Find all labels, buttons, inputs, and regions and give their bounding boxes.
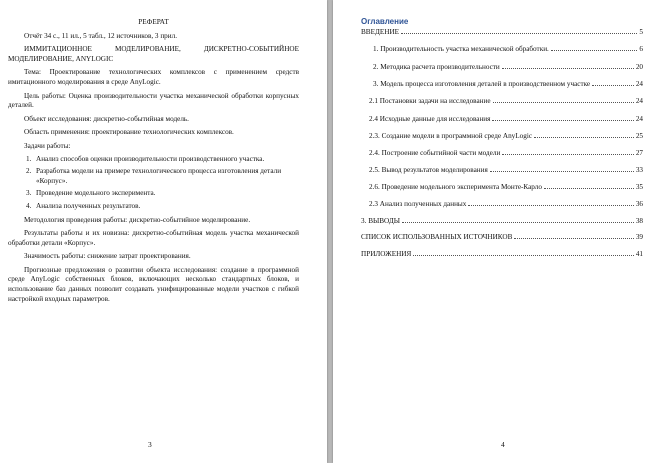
toc-entry-page: 20 bbox=[635, 62, 643, 71]
toc-entry-page: 27 bbox=[635, 148, 643, 157]
task-text: Проведение модельного эксперимента. bbox=[36, 189, 156, 198]
abstract-title: РЕФЕРАТ bbox=[138, 18, 169, 26]
toc-leader-dots bbox=[502, 154, 634, 155]
toc-entry-title: 2.1 Постановки задачи на исследование bbox=[369, 97, 491, 106]
toc-leader-dots bbox=[402, 222, 634, 223]
toc-leader-dots bbox=[493, 102, 634, 103]
toc-entry[interactable] bbox=[361, 97, 643, 107]
toc-entry[interactable] bbox=[361, 45, 643, 55]
results: Результаты работы и их новизна: дискретно-событийная модель участка механической обработки детали «Корпус». bbox=[8, 229, 299, 247]
page-3 bbox=[0, 0, 327, 463]
page-number: 4 bbox=[501, 440, 505, 449]
page-4 bbox=[333, 0, 666, 463]
toc-entry[interactable] bbox=[361, 63, 643, 73]
toc-entry-title: СПИСОК ИСПОЛЬЗОВАННЫХ ИСТОЧНИКОВ bbox=[361, 233, 513, 242]
toc-entry-page: 38 bbox=[635, 216, 643, 225]
task-text: Анализ способов оценки производительности производственного участка. bbox=[36, 154, 265, 163]
toc-entry[interactable] bbox=[361, 233, 643, 243]
toc-entry-page: 33 bbox=[635, 165, 643, 174]
toc-leader-dots bbox=[534, 137, 634, 138]
toc-entry[interactable] bbox=[361, 80, 643, 90]
theme: Тема: Проектирование технологических комплексов с применением средств имитационного моделирования в среде AnyLogic. bbox=[8, 68, 299, 86]
methodology: Методология проведения работы: дискретно-событийное моделирование. bbox=[24, 215, 251, 224]
toc-entry-title: ПРИЛОЖЕНИЯ bbox=[361, 249, 412, 258]
toc-leader-dots bbox=[544, 188, 634, 189]
toc-leader-dots bbox=[514, 238, 633, 239]
toc-entry-page: 24 bbox=[635, 114, 643, 123]
toc-entry-title: 3. ВЫВОДЫ bbox=[361, 216, 401, 225]
toc-entry-page: 24 bbox=[635, 97, 643, 106]
toc-entry[interactable] bbox=[361, 250, 643, 260]
toc-entry[interactable] bbox=[361, 28, 643, 38]
page-number: 3 bbox=[148, 440, 152, 449]
toc-entry-page: 5 bbox=[639, 27, 643, 36]
toc-entry-title: 2.3. Создание модели в программной среде AnyLogic bbox=[369, 131, 533, 140]
task-item bbox=[8, 202, 299, 212]
toc-entry-page: 39 bbox=[635, 233, 643, 242]
task-item bbox=[8, 155, 299, 165]
toc-entry[interactable] bbox=[361, 217, 643, 227]
toc-entry-page: 41 bbox=[635, 249, 643, 258]
toc-entry-title: 2.4 Исходные данные для исследования bbox=[369, 114, 491, 123]
toc-entry-title: 1. Производительность участка механической обработки. bbox=[373, 45, 549, 54]
toc-entry[interactable] bbox=[361, 200, 643, 210]
toc-entry-page: 35 bbox=[635, 182, 643, 191]
table-of-contents bbox=[361, 17, 643, 259]
toc-entry-page: 24 bbox=[635, 80, 643, 89]
forecast: Прогнозные предложения о развитии объекта исследования: создание в программной среде AnyLogic собственных блоков, включающих несколько стандартных блоков, и использование баз данных позволит создавать унифицированные модели участков с гибкой настройкой входных параметров. bbox=[8, 265, 299, 303]
toc-entry-title: 2.4. Построение событийной части модели bbox=[369, 148, 501, 157]
toc-leader-dots bbox=[551, 50, 638, 51]
significance: Значимость работы: снижение затрат проектирования. bbox=[24, 252, 191, 261]
toc-entry-page: 6 bbox=[639, 45, 643, 54]
toc-entry-title: 3. Модель процесса изготовления деталей в производственном участке bbox=[373, 80, 591, 89]
task-number: 1. bbox=[26, 154, 32, 163]
toc-entry-title: 2.6. Проведение модельного эксперимента Монте-Карло bbox=[369, 182, 542, 191]
toc-entry[interactable] bbox=[361, 183, 643, 193]
toc-leader-dots bbox=[592, 85, 634, 86]
application-area: Область применения: проектирование технологических комплексов. bbox=[24, 128, 234, 137]
keywords: ИММИТАЦИОННОЕ МОДЕЛИРОВАНИЕ, ДИСКРЕТНО-СОБЫТИЙНОЕ МОДЕЛИРОВАНИЕ, ANYLOGIC bbox=[8, 45, 299, 63]
report-stats: Отчёт 34 с., 11 ил., 5 табл., 12 источников, 3 прил. bbox=[24, 31, 177, 40]
task-number: 2. bbox=[26, 167, 32, 176]
toc-leader-dots bbox=[490, 171, 634, 172]
task-item bbox=[8, 189, 299, 199]
toc-entry[interactable] bbox=[361, 132, 643, 142]
toc-entry-title: ВВЕДЕНИЕ bbox=[361, 27, 400, 36]
toc-entry-page: 36 bbox=[635, 200, 643, 209]
task-text: Разработка модели на примере технологического процесса изготовления детали «Корпус». bbox=[36, 167, 282, 185]
toc-entry[interactable] bbox=[361, 149, 643, 159]
goal: Цель работы: Оценка производительности участка механической обработки корпусных деталей. bbox=[8, 91, 299, 110]
research-object: Объект исследования: дискретно-событийная модель. bbox=[24, 114, 189, 123]
toc-entry-page: 25 bbox=[635, 131, 643, 140]
toc-leader-dots bbox=[492, 120, 633, 121]
toc-entry-title: 2. Методика расчета производительности bbox=[373, 62, 500, 71]
toc-entry-title: 2.3 Анализ полученных данных bbox=[369, 200, 467, 209]
task-text: Анализа полученных результатов. bbox=[36, 201, 141, 210]
toc-leader-dots bbox=[468, 205, 633, 206]
toc-title: Оглавление bbox=[361, 17, 409, 26]
abstract-content bbox=[8, 18, 299, 304]
toc-leader-dots bbox=[502, 68, 634, 69]
tasks-list bbox=[8, 155, 299, 212]
task-number: 4. bbox=[26, 201, 32, 210]
toc-leader-dots bbox=[401, 33, 637, 34]
toc-leader-dots bbox=[413, 255, 634, 256]
task-number: 3. bbox=[26, 189, 32, 198]
tasks-heading: Задачи работы: bbox=[24, 141, 71, 150]
toc-entry[interactable] bbox=[361, 166, 643, 176]
task-item bbox=[8, 167, 299, 186]
toc-entry-title: 2.5. Вывод результатов моделирования bbox=[369, 165, 488, 174]
toc-entry[interactable] bbox=[361, 115, 643, 125]
